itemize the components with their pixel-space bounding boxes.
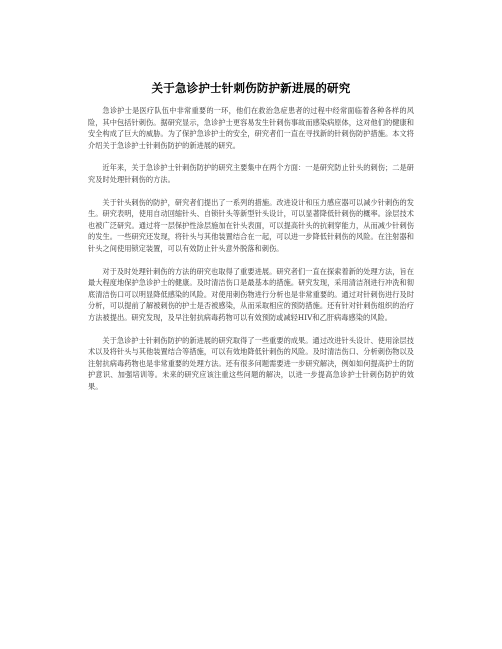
document-body — [88, 105, 414, 403]
paragraph-2: 近年来，关于急诊护士针刺伤防护的研究主要集中在两个方面：一是研究防止针头的刺伤；二是研究及时处理针刺伤的方法。 — [88, 163, 414, 184]
paragraph-1: 急诊护士是医疗队伍中非常重要的一环，他们在救治急症患者的过程中经常面临着各种各样的风险，其中包括针刺伤。据研究显示，急诊护士更容易发生针刺伤事故而感染病原体，这对他们的健康和安全构成了巨大的威胁。为了保护急诊护士的安全，研究者们一直在寻找新的针刺伤防护措施。本文将介绍关于急诊护士针刺伤防护的新进展的研究。 — [88, 106, 414, 150]
paragraph-3: 关于针头刺伤的防护，研究者们提出了一系列的措施。改进设计和压力感应器可以减少针刺伤的发生。研究表明，使用自动回缩针头、自锁针头等新型针头设计，可以显著降低针刺伤的概率。涂层技术也被广泛研究。通过将一层保护性涂层施加在针头表面，可以提高针头的抗刺穿能力，从而减少针刺伤的发生。一些研究还发现，将针头与其他装置结合在一起，可以进一步降低针刺伤的风险。在注射器和针头之间使用锁定装置，可以有效防止针头意外脱落和刺伤。 — [88, 197, 414, 253]
paragraph-4: 对于及时处理针刺伤的方法的研究也取得了重要进展。研究者们一直在探索着新的处理方法，旨在最大程度地保护急诊护士的健康。及时清洁伤口是最基本的措施。研究发现，采用清洁剂进行冲洗和彻底清洁伤口可以明显降低感染的风险。对使用刺伤物进行分析也是非常重要的。通过对针刺伤进行及时分析，可以提前了解被刺伤的护士是否被感染，从而采取相应的预防措施。还有针对针刺伤组织的治疗方法被提出。研究发现，及早注射抗病毒药物可以有效预防或减轻HIV和乙肝病毒感染的风险。 — [88, 266, 414, 322]
paragraph-5: 关于急诊护士针刺伤防护的新进展的研究取得了一些重要的成果。通过改进针头设计、使用涂层技术以及将针头与其他装置结合等措施，可以有效地降低针刺伤的风险。及时清洁伤口、分析刺伤物以及注射抗病毒药物也是非常重要的处理方法。还有很多问题需要进一步研究解决，例如如何提高护士的防护意识、加强培训等。未来的研究应该注重这些问题的解决，以进一步提高急诊护士针刺伤防护的效果。 — [88, 335, 414, 391]
document-title: 关于急诊护士针刺伤防护新进展的研究 — [151, 81, 351, 95]
